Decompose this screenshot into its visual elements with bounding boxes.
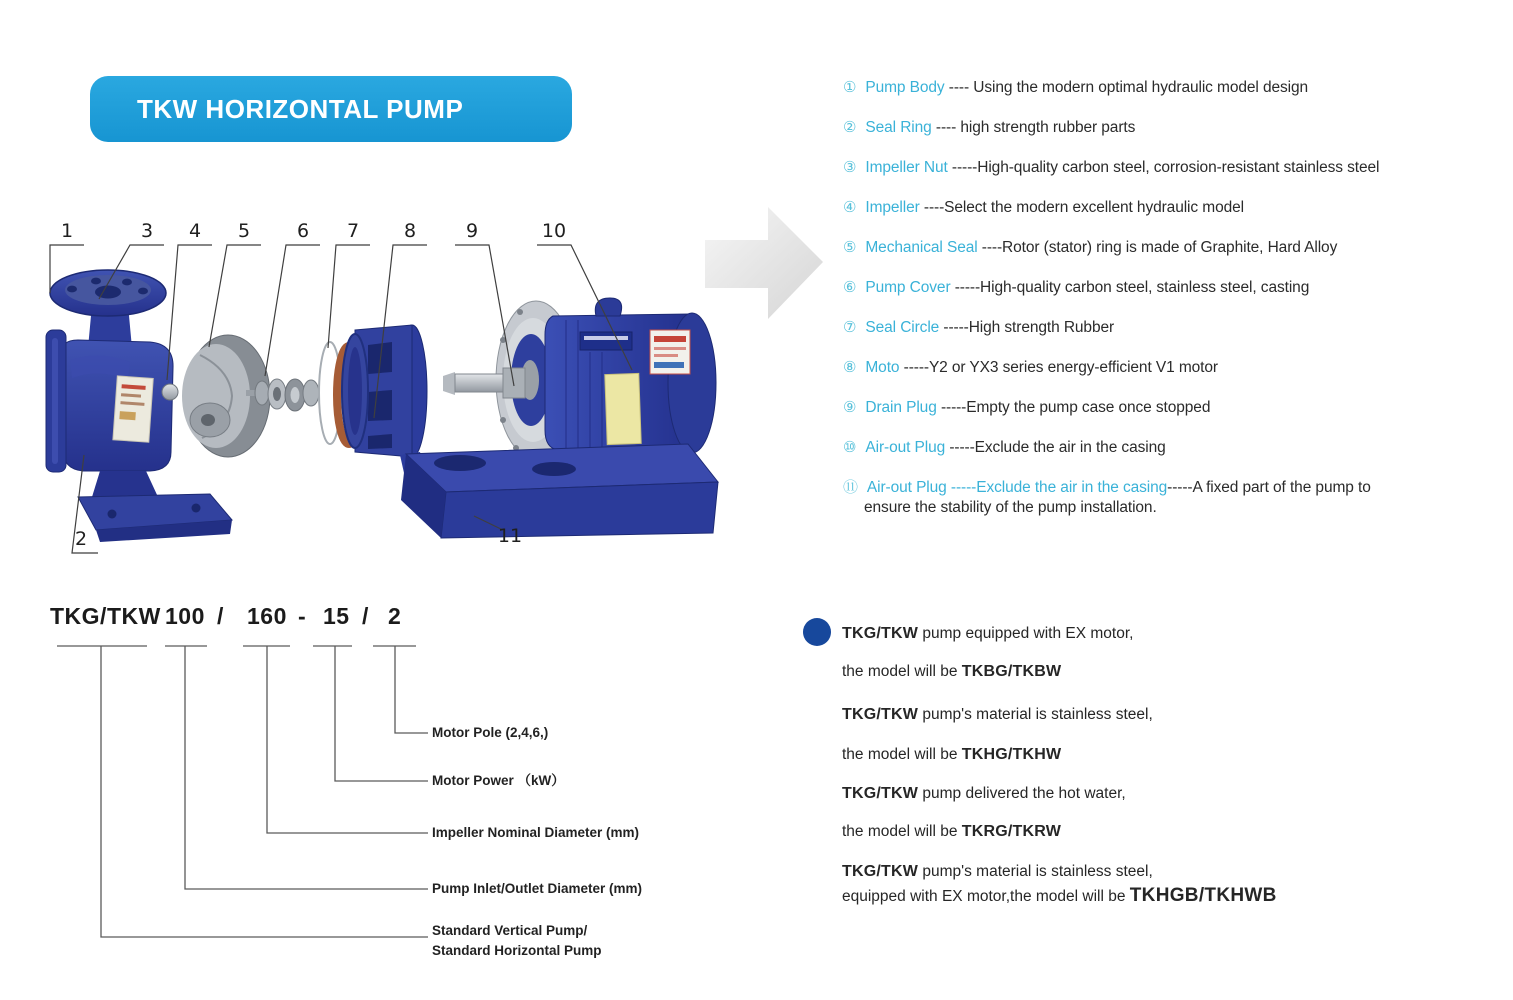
part-description: High-quality carbon steel, corrosion-resistant stainless steel [977,159,1380,176]
parts-list-item [843,318,1114,338]
part-dash: ----- [899,359,929,376]
part-number-icon: ⑥ [843,279,857,296]
diagram-callout-6: 6 [296,220,310,242]
parts-list-item [843,198,1244,218]
bullet-dot [803,618,831,646]
note-line [842,705,1153,725]
impeller-illustration [162,335,270,457]
part-name: Seal Circle [865,319,940,336]
part-name: Mechanical Seal [865,239,978,256]
model-code-label: Standard Vertical Pump/ [432,923,588,938]
model-code-segment: 15 [323,603,350,629]
part-description: high strength rubber parts [960,119,1136,136]
part-dash: ----- [947,159,978,176]
model-code-label: Impeller Nominal Diameter (mm) [432,825,640,840]
part-name: Drain Plug [865,399,937,416]
parts-list-item [843,78,1308,98]
part-description: A fixed part of the pump to [1192,479,1371,496]
model-code-segment: - [298,603,307,629]
diagram-callout-2: 2 [74,528,88,550]
diagram-callout-11: 11 [497,525,523,547]
diagram-callout-7: 7 [346,220,360,242]
parts-list-item [843,478,1371,518]
part-number-icon: ⑪ [843,479,858,496]
note-text: TKG/TKW [842,863,919,880]
note-text: TKHG/TKHW [961,746,1062,763]
model-code-segment: / [362,603,369,629]
parts-list-item [843,278,1309,298]
parts-list-item [843,158,1379,178]
part-number-icon: ② [843,119,857,136]
model-code-segment: / [217,603,224,629]
part-description: Select the modern excellent hydraulic model [944,199,1244,216]
parts-list-item [843,358,1218,378]
note-line [842,662,1061,682]
part-name: Air-out Plug [865,439,946,456]
part-description: Using the modern optimal hydraulic model design [973,79,1309,96]
part-number-icon: ③ [843,159,857,176]
note-text: pump's material is stainless steel, [918,706,1153,723]
note-line [842,784,1126,804]
part-description: High strength Rubber [968,319,1115,336]
part-number-icon: ④ [843,199,857,216]
note-text: the model will be [842,746,962,763]
part-dash: ---- [931,119,961,136]
model-code-label: Motor Pole (2,4,6,) [432,725,549,740]
parts-list [843,0,1493,540]
part-dash: ----- [939,319,969,336]
parts-list-item [843,118,1135,138]
parts-list-item [843,398,1210,418]
part-number-icon: ⑤ [843,239,857,256]
part-name: Pump Body [865,79,945,96]
part-number-icon: ⑨ [843,399,857,416]
diagram-callout-1: 1 [60,220,74,242]
note-line [842,745,1061,765]
part-dash: ---- [919,199,945,216]
note-line [842,886,1277,907]
part-number-icon: ⑦ [843,319,857,336]
part-name: Impeller [865,199,920,216]
note-text: TKG/TKW [842,785,919,802]
model-code-segment: 2 [388,603,402,629]
part-description: Exclude the air in the casing [974,439,1166,456]
model-code-label: Standard Horizontal Pump [432,943,602,958]
note-line [842,862,1153,882]
note-text: the model will be [842,663,962,680]
note-text: TKG/TKW [842,706,919,723]
part-name: Pump Cover [865,279,951,296]
part-description-line2: ensure the stability of the pump installation. [864,499,1157,516]
part-dash: ----- [950,279,981,296]
part-description: Empty the pump case once stopped [966,399,1211,416]
part-description: Y2 or YX3 series energy-efficient V1 motor [928,359,1218,376]
note-text: pump equipped with EX motor, [918,625,1134,642]
note-text: TKHGB/TKHWB [1129,885,1277,906]
diagram-callout-3: 3 [140,220,154,242]
part-dash: ---- [977,239,1003,256]
note-text: equipped with EX motor,the model will be [842,888,1130,905]
note-text: the model will be [842,823,962,840]
note-text: TKBG/TKBW [961,663,1062,680]
part-dash: ---- [944,79,974,96]
diagram-callout-8: 8 [403,220,417,242]
part-number-icon: ⑧ [843,359,857,376]
base-illustration [401,444,718,538]
model-code-segment: 160 [247,603,287,629]
parts-list-item [843,438,1166,458]
note-text: pump delivered the hot water, [918,785,1126,802]
diagram-callout-10: 10 [541,220,567,242]
arrow-right-icon [705,207,823,319]
note-line [842,822,1061,842]
part-name: Impeller Nut [865,159,948,176]
page-title: TKW HORIZONTAL PUMP [137,93,464,124]
model-code-label: Motor Power （kW） [432,773,565,788]
part-name: Air-out Plug -----Exclude the air in the casing [866,479,1168,496]
note-text: pump's material is stainless steel, [918,863,1153,880]
part-name: Moto [865,359,900,376]
model-code-tree-lines [57,646,428,937]
model-code-segment: 100 [165,603,205,629]
model-code-label: Pump Inlet/Outlet Diameter (mm) [432,881,643,896]
part-dash: ----- [936,399,967,416]
part-dash: ----- [1167,479,1193,496]
part-description: Rotor (stator) ring is made of Graphite, Hard Alloy [1002,239,1338,256]
motor-illustration [443,298,716,459]
part-description: High-quality carbon steel, stainless steel, casting [980,279,1310,296]
diagram-callout-4: 4 [188,220,202,242]
title-banner [90,76,572,142]
part-dash: ----- [945,439,975,456]
part-name: Seal Ring [865,119,932,136]
part-number-icon: ⑩ [843,439,857,456]
part-number-icon: ① [843,79,857,96]
note-line [842,624,1133,644]
diagram-callout-5: 5 [237,220,251,242]
parts-list-item [843,238,1337,258]
note-text: TKRG/TKRW [961,823,1062,840]
model-code-segment: TKG/TKW [50,603,161,629]
note-text: TKG/TKW [842,625,919,642]
diagram-callout-9: 9 [465,220,479,242]
